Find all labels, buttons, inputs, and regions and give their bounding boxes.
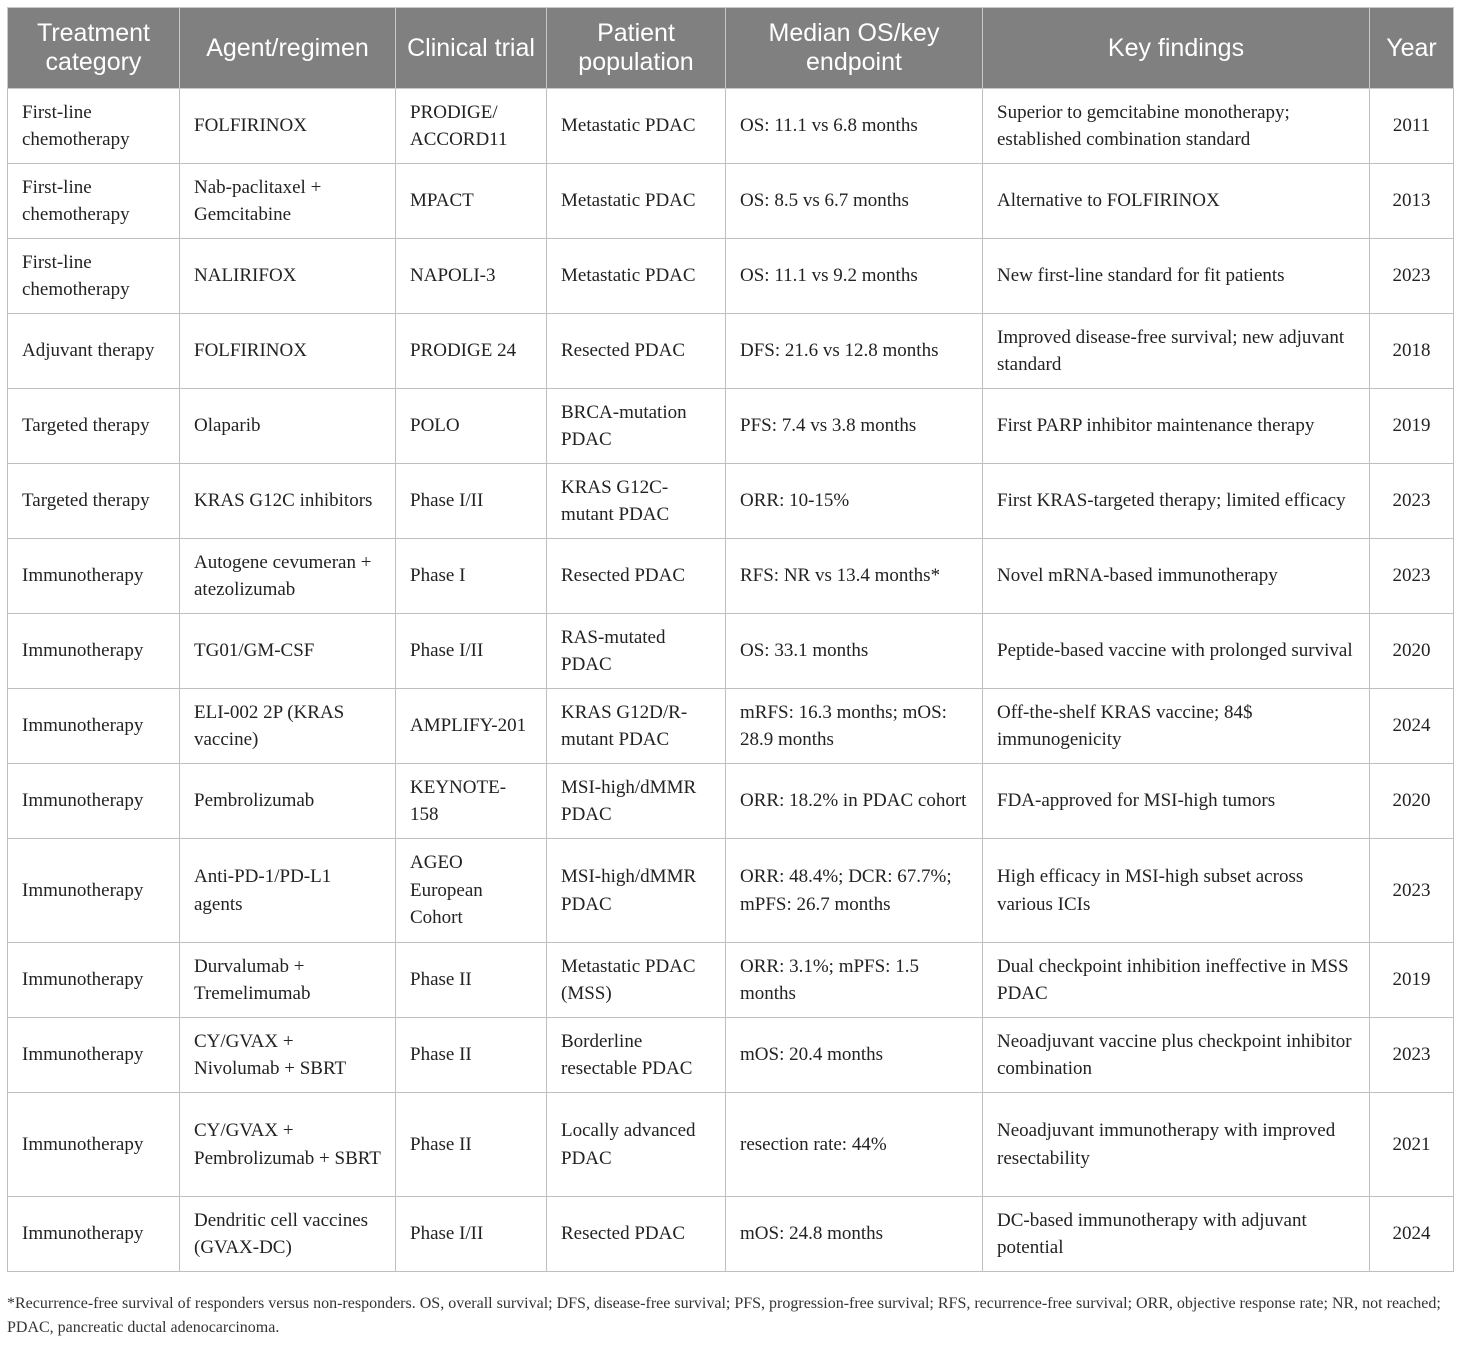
cell-patient-population: Metastatic PDAC [547, 239, 726, 314]
cell-year: 2023 [1370, 239, 1454, 314]
cell-year: 2013 [1370, 164, 1454, 239]
cell-treatment-category: Adjuvant therapy [8, 314, 180, 389]
cell-patient-population: MSI-high/dMMR PDAC [547, 839, 726, 943]
cell-agent-regimen: Autogene cevumeran + atezolizumab [180, 539, 396, 614]
cell-agent-regimen: NALIRIFOX [180, 239, 396, 314]
cell-agent-regimen: Olaparib [180, 389, 396, 464]
cell-year: 2018 [1370, 314, 1454, 389]
cell-patient-population: Borderline resectable PDAC [547, 1018, 726, 1093]
cell-clinical-trial: Phase I/II [396, 1197, 547, 1272]
cell-clinical-trial: Phase II [396, 943, 547, 1018]
cell-key-endpoint: PFS: 7.4 vs 3.8 months [726, 389, 983, 464]
cell-patient-population: Metastatic PDAC (MSS) [547, 943, 726, 1018]
cell-key-findings: Superior to gemcitabine monotherapy; established combination standard [983, 89, 1370, 164]
cell-patient-population: BRCA-mutation PDAC [547, 389, 726, 464]
header-treatment-category: Treatment category [8, 8, 180, 89]
cell-patient-population: KRAS G12D/R-mutant PDAC [547, 689, 726, 764]
cell-key-endpoint: OS: 8.5 vs 6.7 months [726, 164, 983, 239]
cell-key-endpoint: OS: 33.1 months [726, 614, 983, 689]
header-clinical-trial: Clinical trial [396, 8, 547, 89]
table-footnote: *Recurrence-free survival of responders versus non-responders. OS, overall survival; DFS, disease-free survival; PFS, progression-free survival; RFS, recurrence-free survival; ORR, objective response rate; NR, not reached; PDAC, pancreatic ductal adenocarcinoma. [7, 1295, 1441, 1336]
cell-treatment-category: Immunotherapy [8, 539, 180, 614]
cell-year: 2024 [1370, 1197, 1454, 1272]
cell-key-endpoint: RFS: NR vs 13.4 months* [726, 539, 983, 614]
cell-agent-regimen: FOLFIRINOX [180, 89, 396, 164]
cell-patient-population: Resected PDAC [547, 539, 726, 614]
cell-patient-population: MSI-high/dMMR PDAC [547, 764, 726, 839]
table-row [8, 1093, 1454, 1197]
header-patient-population: Patient population [547, 8, 726, 89]
cell-treatment-category: Immunotherapy [8, 689, 180, 764]
cell-clinical-trial: POLO [396, 389, 547, 464]
cell-treatment-category: Immunotherapy [8, 1197, 180, 1272]
cell-clinical-trial: PRODIGE 24 [396, 314, 547, 389]
cell-key-endpoint: mOS: 24.8 months [726, 1197, 983, 1272]
cell-year: 2023 [1370, 1018, 1454, 1093]
cell-key-endpoint: DFS: 21.6 vs 12.8 months [726, 314, 983, 389]
cell-agent-regimen: Anti-PD-1/PD-L1 agents [180, 839, 396, 943]
table-row [8, 314, 1454, 389]
cell-patient-population: RAS-mutated PDAC [547, 614, 726, 689]
cell-treatment-category: Immunotherapy [8, 614, 180, 689]
cell-key-endpoint: OS: 11.1 vs 6.8 months [726, 89, 983, 164]
cell-key-findings: Neoadjuvant immunotherapy with improved resectability [983, 1093, 1370, 1197]
cell-year: 2023 [1370, 464, 1454, 539]
cell-clinical-trial: Phase I/II [396, 614, 547, 689]
cell-key-endpoint: resection rate: 44% [726, 1093, 983, 1197]
header-median-os-endpoint: Median OS/key endpoint [726, 8, 983, 89]
table-header-row [8, 8, 1454, 89]
cell-clinical-trial: PRODIGE/ ACCORD11 [396, 89, 547, 164]
cell-key-findings: Neoadjuvant vaccine plus checkpoint inhibitor combination [983, 1018, 1370, 1093]
header-key-findings: Key findings [983, 8, 1370, 89]
table-row [8, 164, 1454, 239]
cell-agent-regimen: ELI-002 2P (KRAS vaccine) [180, 689, 396, 764]
cell-patient-population: Metastatic PDAC [547, 89, 726, 164]
table-row [8, 464, 1454, 539]
cell-patient-population: Locally advanced PDAC [547, 1093, 726, 1197]
cell-year: 2023 [1370, 839, 1454, 943]
cell-key-findings: DC-based immunotherapy with adjuvant potential [983, 1197, 1370, 1272]
header-agent-regimen: Agent/regimen [180, 8, 396, 89]
table-row [8, 1197, 1454, 1272]
cell-key-findings: Off-the-shelf KRAS vaccine; 84$ immunogenicity [983, 689, 1370, 764]
cell-treatment-category: Immunotherapy [8, 943, 180, 1018]
cell-key-findings: Improved disease-free survival; new adjuvant standard [983, 314, 1370, 389]
cell-patient-population: Resected PDAC [547, 314, 726, 389]
table-row [8, 539, 1454, 614]
table-row [8, 389, 1454, 464]
cell-year: 2020 [1370, 764, 1454, 839]
cell-agent-regimen: KRAS G12C inhibitors [180, 464, 396, 539]
cell-key-endpoint: mRFS: 16.3 months; mOS: 28.9 months [726, 689, 983, 764]
cell-patient-population: Metastatic PDAC [547, 164, 726, 239]
cell-agent-regimen: Dendritic cell vaccines (GVAX-DC) [180, 1197, 396, 1272]
cell-key-endpoint: mOS: 20.4 months [726, 1018, 983, 1093]
cell-clinical-trial: Phase II [396, 1093, 547, 1197]
cell-clinical-trial: NAPOLI-3 [396, 239, 547, 314]
cell-treatment-category: First-line chemotherapy [8, 239, 180, 314]
cell-key-endpoint: ORR: 48.4%; DCR: 67.7%; mPFS: 26.7 months [726, 839, 983, 943]
cell-agent-regimen: CY/GVAX + Nivolumab + SBRT [180, 1018, 396, 1093]
cell-agent-regimen: FOLFIRINOX [180, 314, 396, 389]
cell-year: 2020 [1370, 614, 1454, 689]
cell-year: 2021 [1370, 1093, 1454, 1197]
cell-key-findings: FDA-approved for MSI-high tumors [983, 764, 1370, 839]
header-year: Year [1370, 8, 1454, 89]
cell-key-findings: Alternative to FOLFIRINOX [983, 164, 1370, 239]
cell-key-findings: Peptide-based vaccine with prolonged survival [983, 614, 1370, 689]
cell-agent-regimen: TG01/GM-CSF [180, 614, 396, 689]
table-row [8, 943, 1454, 1018]
cell-treatment-category: First-line chemotherapy [8, 164, 180, 239]
cell-year: 2019 [1370, 389, 1454, 464]
cell-treatment-category: First-line chemotherapy [8, 89, 180, 164]
cell-year: 2024 [1370, 689, 1454, 764]
table-row [8, 89, 1454, 164]
cell-clinical-trial: Phase I/II [396, 464, 547, 539]
cell-key-findings: Dual checkpoint inhibition ineffective in MSS PDAC [983, 943, 1370, 1018]
cell-key-findings: First KRAS-targeted therapy; limited efficacy [983, 464, 1370, 539]
table-row [8, 614, 1454, 689]
cell-clinical-trial: AMPLIFY-201 [396, 689, 547, 764]
cell-treatment-category: Targeted therapy [8, 464, 180, 539]
cell-agent-regimen: Pembrolizumab [180, 764, 396, 839]
cell-year: 2011 [1370, 89, 1454, 164]
treatment-table-container [7, 7, 1453, 1272]
cell-clinical-trial: KEYNOTE-158 [396, 764, 547, 839]
cell-clinical-trial: AGEO European Cohort [396, 839, 547, 943]
cell-agent-regimen: Durvalumab + Tremelimumab [180, 943, 396, 1018]
cell-key-endpoint: ORR: 3.1%; mPFS: 1.5 months [726, 943, 983, 1018]
table-row [8, 689, 1454, 764]
cell-clinical-trial: MPACT [396, 164, 547, 239]
cell-treatment-category: Immunotherapy [8, 1093, 180, 1197]
cell-treatment-category: Targeted therapy [8, 389, 180, 464]
cell-key-findings: High efficacy in MSI-high subset across various ICIs [983, 839, 1370, 943]
table-row [8, 1018, 1454, 1093]
cell-key-endpoint: OS: 11.1 vs 9.2 months [726, 239, 983, 314]
table-row [8, 839, 1454, 943]
cell-patient-population: Resected PDAC [547, 1197, 726, 1272]
treatment-table [7, 7, 1454, 1272]
cell-year: 2019 [1370, 943, 1454, 1018]
cell-treatment-category: Immunotherapy [8, 764, 180, 839]
cell-key-findings: First PARP inhibitor maintenance therapy [983, 389, 1370, 464]
cell-clinical-trial: Phase II [396, 1018, 547, 1093]
cell-agent-regimen: CY/GVAX + Pembrolizumab + SBRT [180, 1093, 396, 1197]
cell-patient-population: KRAS G12C-mutant PDAC [547, 464, 726, 539]
cell-agent-regimen: Nab-paclitaxel + Gemcitabine [180, 164, 396, 239]
cell-treatment-category: Immunotherapy [8, 1018, 180, 1093]
cell-key-findings: New first-line standard for fit patients [983, 239, 1370, 314]
cell-key-findings: Novel mRNA-based immunotherapy [983, 539, 1370, 614]
cell-clinical-trial: Phase I [396, 539, 547, 614]
table-row [8, 764, 1454, 839]
cell-year: 2023 [1370, 539, 1454, 614]
table-row [8, 239, 1454, 314]
cell-key-endpoint: ORR: 10-15% [726, 464, 983, 539]
cell-key-endpoint: ORR: 18.2% in PDAC cohort [726, 764, 983, 839]
cell-treatment-category: Immunotherapy [8, 839, 180, 943]
